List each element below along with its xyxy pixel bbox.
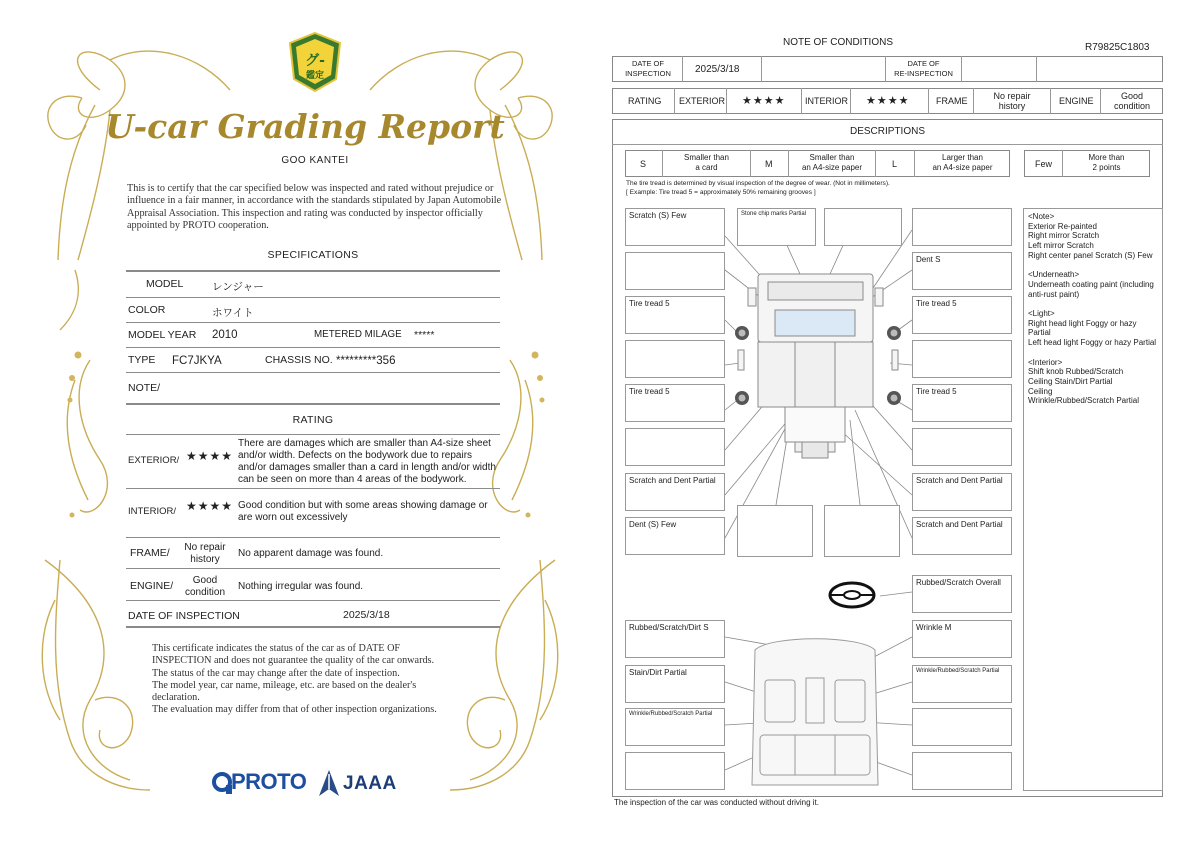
engine-label: ENGINE/ — [130, 580, 174, 592]
footer-note: The inspection of the car was conducted without driving it. — [614, 798, 819, 807]
interior-stars: ★★★★ — [866, 95, 910, 107]
type-label: TYPE — [128, 354, 156, 366]
frame-label: FRAME — [936, 96, 968, 106]
tire-note: The tire tread is determined by visual inspection of the degree of wear. (Not in millimeters). — [626, 180, 890, 187]
divider — [126, 322, 500, 323]
desc-box-front-left: Scratch (S) Few — [625, 208, 725, 246]
desc-box-front-far-right — [912, 208, 1012, 246]
interior-description: Good condition but with some areas showing damage or are worn out excessively — [238, 500, 488, 523]
specifications-heading: SPECIFICATIONS — [267, 249, 359, 261]
engine-value: Good condition — [1113, 91, 1151, 111]
notes-list — [1023, 208, 1163, 791]
color-label: COLOR — [128, 304, 166, 316]
divider — [126, 347, 500, 348]
exterior-label: EXTERIOR — [679, 96, 726, 106]
divider — [126, 600, 500, 601]
metered-mileage-label: METERED MILAGE — [314, 329, 402, 340]
date-of-inspection-label: DATE OF INSPECTION — [128, 610, 240, 622]
chassis-value: *********356 — [336, 355, 396, 367]
descriptions-heading: DESCRIPTIONS — [849, 126, 925, 137]
model-year-value: 2010 — [212, 329, 238, 341]
exterior-label: EXTERIOR/ — [128, 455, 180, 466]
brand-name: GOO KANTEI — [281, 155, 349, 166]
divider — [126, 270, 500, 272]
exterior-stars: ★★★★ — [742, 95, 786, 107]
type-value: FC7JKYA — [172, 355, 222, 367]
jaaa-logo-text: JAAA — [343, 773, 397, 794]
interior-stars: ★★★★ — [186, 499, 234, 513]
divider — [126, 626, 500, 628]
legend-s: S — [640, 159, 647, 169]
rating-heading: RATING — [292, 414, 334, 426]
exterior-stars: ★★★★ — [186, 449, 234, 463]
desc-box-interior-right-1: Wrinkle M — [912, 620, 1012, 658]
notes-light: <Light> Right head light Foggy or hazy Partial Left head light Foggy or hazy Partial — [1028, 309, 1157, 348]
color-value: ホワイト — [212, 307, 254, 319]
notes-general: <Note> Exterior Re-painted Right mirror Scratch Left mirror Scratch Right center panel Scratch (S) Few — [1028, 212, 1153, 260]
desc-box-interior-left-4 — [625, 752, 725, 790]
desc-box-interior-left-2: Stain/Dirt Partial — [625, 665, 725, 703]
model-value: レンジャー — [212, 281, 264, 293]
legend-m-desc: Smaller than an A4-size paper — [801, 153, 863, 172]
desc-box-right-6: Scratch and Dent Partial — [912, 473, 1012, 511]
legend-few: Few — [1035, 159, 1053, 169]
engine-description: Nothing irregular was found. — [238, 581, 364, 592]
desc-box-right-2: Tire tread 5 — [912, 296, 1012, 334]
note-of-conditions — [610, 30, 1170, 820]
tire-example: [ Example: Tire tread 5 = approximately 50% remaining grooves ] — [626, 189, 816, 196]
certification-statement: This is to certify that the car specified below was inspected and rated without prejudice or influence in a fair manner, in accordance with the standards stipulated by Japan Automobile Appraisal Association. This inspection and rating was conducted by inspector officially appointed by PROTO cooperation. — [127, 183, 502, 232]
date-of-inspection-value: 2025/3/18 — [695, 64, 740, 75]
interior-label: INTERIOR/ — [128, 506, 177, 517]
desc-box-interior-right-3 — [912, 708, 1012, 746]
reference-number: R79825C1803 — [1085, 42, 1150, 53]
note-label: NOTE/ — [128, 382, 161, 394]
desc-box-right-1: Dent S — [912, 252, 1012, 290]
desc-box-front-right — [824, 208, 902, 246]
desc-box-interior-right-2: Wrinkle/Rubbed/Scratch Partial — [912, 665, 1012, 703]
engine-label: ENGINE — [1059, 96, 1094, 106]
desc-box-right-4: Tire tread 5 — [912, 384, 1012, 422]
model-year-label: MODEL YEAR — [128, 329, 197, 341]
metered-mileage-value: ***** — [414, 329, 435, 341]
legend-s-desc: Smaller than a card — [684, 153, 729, 172]
desc-box-left-6: Scratch and Dent Partial — [625, 473, 725, 511]
jaaa-logo-icon — [318, 769, 340, 797]
svg-text:鑑定: 鑑定 — [305, 71, 325, 81]
divider — [126, 372, 500, 373]
exterior-description: There are damages which are smaller than A4-size sheet and/or width. Defects on the bodywork due to repairs and/or damages smaller than a card in length and/or width can be seen on more than 4 areas of the bodywork. — [238, 438, 496, 485]
svg-text:グ-: グ- — [305, 53, 325, 69]
desc-box-front-center: Stone chip marks Partial — [737, 208, 816, 246]
legend-m: M — [765, 159, 773, 169]
divider — [126, 488, 500, 489]
desc-box-interior-left-3: Wrinkle/Rubbed/Scratch Partial — [625, 708, 725, 746]
divider — [126, 297, 500, 298]
divider — [126, 403, 500, 405]
desc-box-left-5 — [625, 428, 725, 466]
desc-box-right-7: Scratch and Dent Partial — [912, 517, 1012, 555]
legend-l-desc: Larger than an A4-size paper — [932, 153, 993, 172]
notes-underneath: <Underneath> Underneath coating paint (including anti-rust paint) — [1028, 270, 1154, 299]
chassis-label: CHASSIS NO. — [265, 354, 333, 366]
frame-value: No repair history — [184, 542, 226, 565]
divider — [126, 537, 500, 538]
desc-box-left-2: Tire tread 5 — [625, 296, 725, 334]
legend-l: L — [892, 159, 898, 169]
divider — [126, 568, 500, 569]
report-title — [105, 94, 505, 154]
frame-description: No apparent damage was found. — [238, 548, 384, 559]
desc-box-interior-right-4 — [912, 752, 1012, 790]
desc-box-steering: Rubbed/Scratch Overall — [912, 575, 1012, 613]
desc-box-right-3 — [912, 340, 1012, 378]
frame-value: No repair history — [993, 91, 1031, 111]
proto-logo-text: PROTO — [231, 769, 307, 794]
desc-box-left-1 — [625, 252, 725, 290]
engine-value: Good condition — [184, 575, 226, 598]
svg-text:U-car Grading Report: U-car Grading Report — [105, 107, 505, 146]
re-inspection-label: DATE OF RE-INSPECTION — [894, 59, 953, 78]
frame-label: FRAME/ — [130, 547, 170, 559]
desc-box-right-5 — [912, 428, 1012, 466]
desc-box-interior-left-1: Rubbed/Scratch/Dirt S — [625, 620, 725, 658]
date-of-inspection-label: DATE OF INSPECTION — [625, 59, 671, 78]
steering-wheel-icon — [830, 583, 874, 607]
desc-box-rear-right — [824, 505, 900, 557]
notes-interior: <Interior> Shift knob Rubbed/Scratch Ceiling Stain/Dirt Partial Ceiling Wrinkle/Rubbed/Scratch Partial — [1028, 357, 1140, 406]
desc-box-left-3 — [625, 340, 725, 378]
model-label: MODEL — [146, 278, 184, 290]
desc-box-left-4: Tire tread 5 — [625, 384, 725, 422]
disclaimer: This certificate indicates the status of the car as of DATE OF INSPECTION and does not guarantee the quality of the car onwards. The status of the car may change after the date of inspection. The model year, car name, mileage, etc. are based on the dealer's declaration. The evaluation may differ from that of other inspection organizations. — [152, 643, 437, 716]
date-of-inspection-value: 2025/3/18 — [343, 609, 390, 621]
desc-box-left-7: Dent (S) Few — [625, 517, 725, 555]
rating-label: RATING — [628, 96, 662, 106]
interior-label: INTERIOR — [805, 96, 849, 106]
legend-few-desc: More than 2 points — [1088, 153, 1125, 172]
note-title: NOTE OF CONDITIONS — [783, 37, 893, 48]
divider — [126, 434, 500, 435]
desc-box-rear-left — [737, 505, 813, 557]
goo-kantei-badge-icon — [286, 31, 344, 93]
